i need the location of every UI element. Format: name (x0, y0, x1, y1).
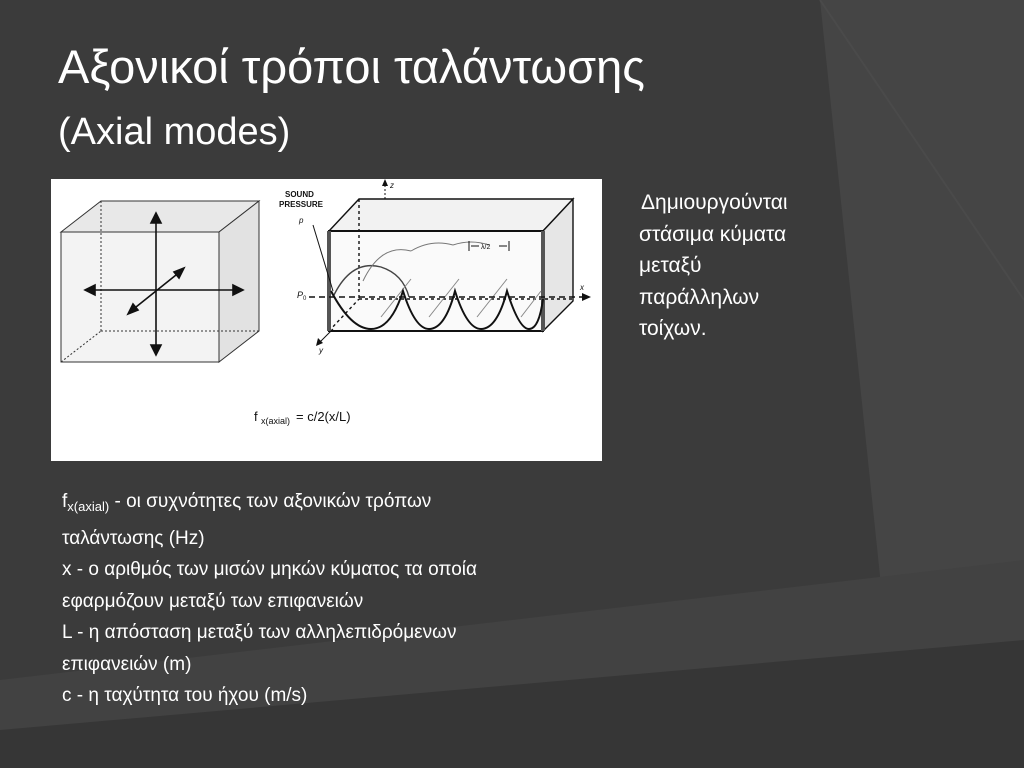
figure-drawing (51, 179, 602, 461)
definition-x: x - ο αριθμός των μισών μηκών κύματος τα οποία (62, 559, 477, 580)
sound-label: SOUND (285, 190, 314, 199)
formula-sub: x(axial) (261, 416, 291, 426)
room-cube (61, 201, 259, 362)
standing-wave-room (329, 199, 573, 331)
fx-subscript: x(axial) (67, 499, 110, 514)
slide-subtitle: (Axial modes) (58, 111, 291, 153)
side-line: Δημιουργούνται (641, 191, 788, 214)
pressure-label: PRESSURE (279, 200, 324, 209)
axial-modes-figure (51, 179, 602, 461)
p0-sub: 0 (303, 296, 307, 302)
fx-symbol: f (62, 491, 68, 512)
z-axis-label: z (390, 181, 394, 190)
formula-rest: = c/2(x/L) (296, 409, 351, 424)
side-line: παράλληλων (639, 285, 760, 309)
definition-c: c - η ταχύτητα του ήχου (m/s) (62, 685, 308, 706)
slide-title: Αξονικοί τρόποι ταλάντωσης (58, 40, 645, 93)
definition-fx (62, 486, 642, 523)
fx-text: - οι συχνότητες των αξονικών τρόπων (109, 491, 432, 512)
definition-L: L - η απόσταση μεταξύ των αλληλεπιδρόμενων (62, 622, 457, 643)
definition-x-cont: εφαρμόζουν μεταξύ των επιφανειών (62, 590, 364, 612)
side-line: στάσιμα κύματα (639, 222, 787, 246)
definition-L-cont: επιφανειών (m) (62, 653, 192, 675)
definitions-list (62, 486, 642, 712)
definition-fx-cont: ταλάντωσης (Hz) (62, 527, 205, 549)
side-line: τοίχων. (639, 317, 707, 340)
formula-f: f (254, 409, 258, 424)
half-wavelength-label: λ/2 (481, 244, 491, 251)
y-axis-label: y (319, 346, 323, 355)
side-line: μεταξύ (639, 254, 702, 277)
side-description (639, 187, 899, 345)
x-axis-label: x (580, 283, 584, 292)
p0-label: P (297, 290, 304, 300)
p-label: p (299, 216, 304, 225)
